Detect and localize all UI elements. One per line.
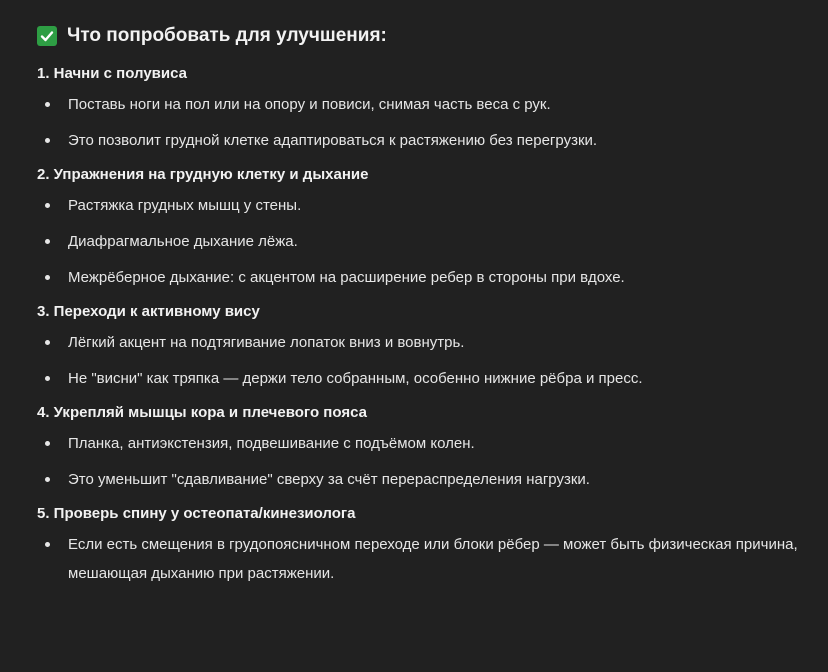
section-4 xyxy=(37,403,807,494)
bullet-icon xyxy=(45,542,50,547)
list-item xyxy=(37,465,807,494)
list-item xyxy=(37,227,807,256)
list-item xyxy=(37,191,807,220)
bullet-list xyxy=(37,90,807,155)
list-item xyxy=(37,429,807,458)
check-mark-button-icon xyxy=(37,26,57,46)
section-3 xyxy=(37,302,807,393)
bullet-icon xyxy=(45,275,50,280)
bullet-icon xyxy=(45,203,50,208)
section-title: 4. Укрепляй мышцы кора и плечевого пояса xyxy=(37,404,367,421)
bullet-icon xyxy=(45,340,50,345)
list-item-text: Лёгкий акцент на подтягивание лопаток вниз и вовнутрь. xyxy=(68,334,465,351)
list-item-text: Если есть смещения в грудопоясничном переходе или блоки рёбер — может быть физическая причина, мешающая дыханию при растяжении. xyxy=(68,536,798,582)
bullet-icon xyxy=(45,138,50,143)
list-item xyxy=(37,364,807,393)
section-title: 1. Начни с полувиса xyxy=(37,65,187,82)
section-title: 2. Упражнения на грудную клетку и дыхание xyxy=(37,166,369,183)
bullet-icon xyxy=(45,477,50,482)
list-item-text: Не "висни" как тряпка — держи тело собранным, особенно нижние рёбра и пресс. xyxy=(68,370,643,387)
bullet-icon xyxy=(45,239,50,244)
message-content xyxy=(37,22,807,598)
heading-text: Что попробовать для улучшения: xyxy=(67,25,387,46)
bullet-icon xyxy=(45,376,50,381)
list-item-text: Поставь ноги на пол или на опору и повиси, снимая часть веса с рук. xyxy=(68,96,551,113)
list-item xyxy=(37,530,807,588)
section-title: 5. Проверь спину у остеопата/кинезиолога xyxy=(37,505,356,522)
list-item xyxy=(37,90,807,119)
section-5 xyxy=(37,504,807,588)
bullet-icon xyxy=(45,102,50,107)
list-item-text: Это позволит грудной клетке адаптироваться к растяжению без перегрузки. xyxy=(68,132,598,149)
list-item-text: Диафрагмальное дыхание лёжа. xyxy=(68,233,298,250)
list-item-text: Планка, антиэкстензия, подвешивание с подъёмом колен. xyxy=(68,435,475,452)
list-item xyxy=(37,328,807,357)
list-item-text: Это уменьшит "сдавливание" сверху за счёт перераспределения нагрузки. xyxy=(68,471,590,488)
bullet-list xyxy=(37,429,807,494)
bullet-list xyxy=(37,530,807,588)
bullet-icon xyxy=(45,441,50,446)
list-item-text: Межрёберное дыхание: с акцентом на расширение ребер в стороны при вдохе. xyxy=(68,269,625,286)
list-item-text: Растяжка грудных мышц у стены. xyxy=(68,197,302,214)
bullet-list xyxy=(37,191,807,292)
list-item xyxy=(37,263,807,292)
bullet-list xyxy=(37,328,807,393)
section-heading xyxy=(37,22,807,50)
list-item xyxy=(37,126,807,155)
section-title: 3. Переходи к активному вису xyxy=(37,303,260,320)
section-2 xyxy=(37,165,807,292)
section-1 xyxy=(37,64,807,155)
